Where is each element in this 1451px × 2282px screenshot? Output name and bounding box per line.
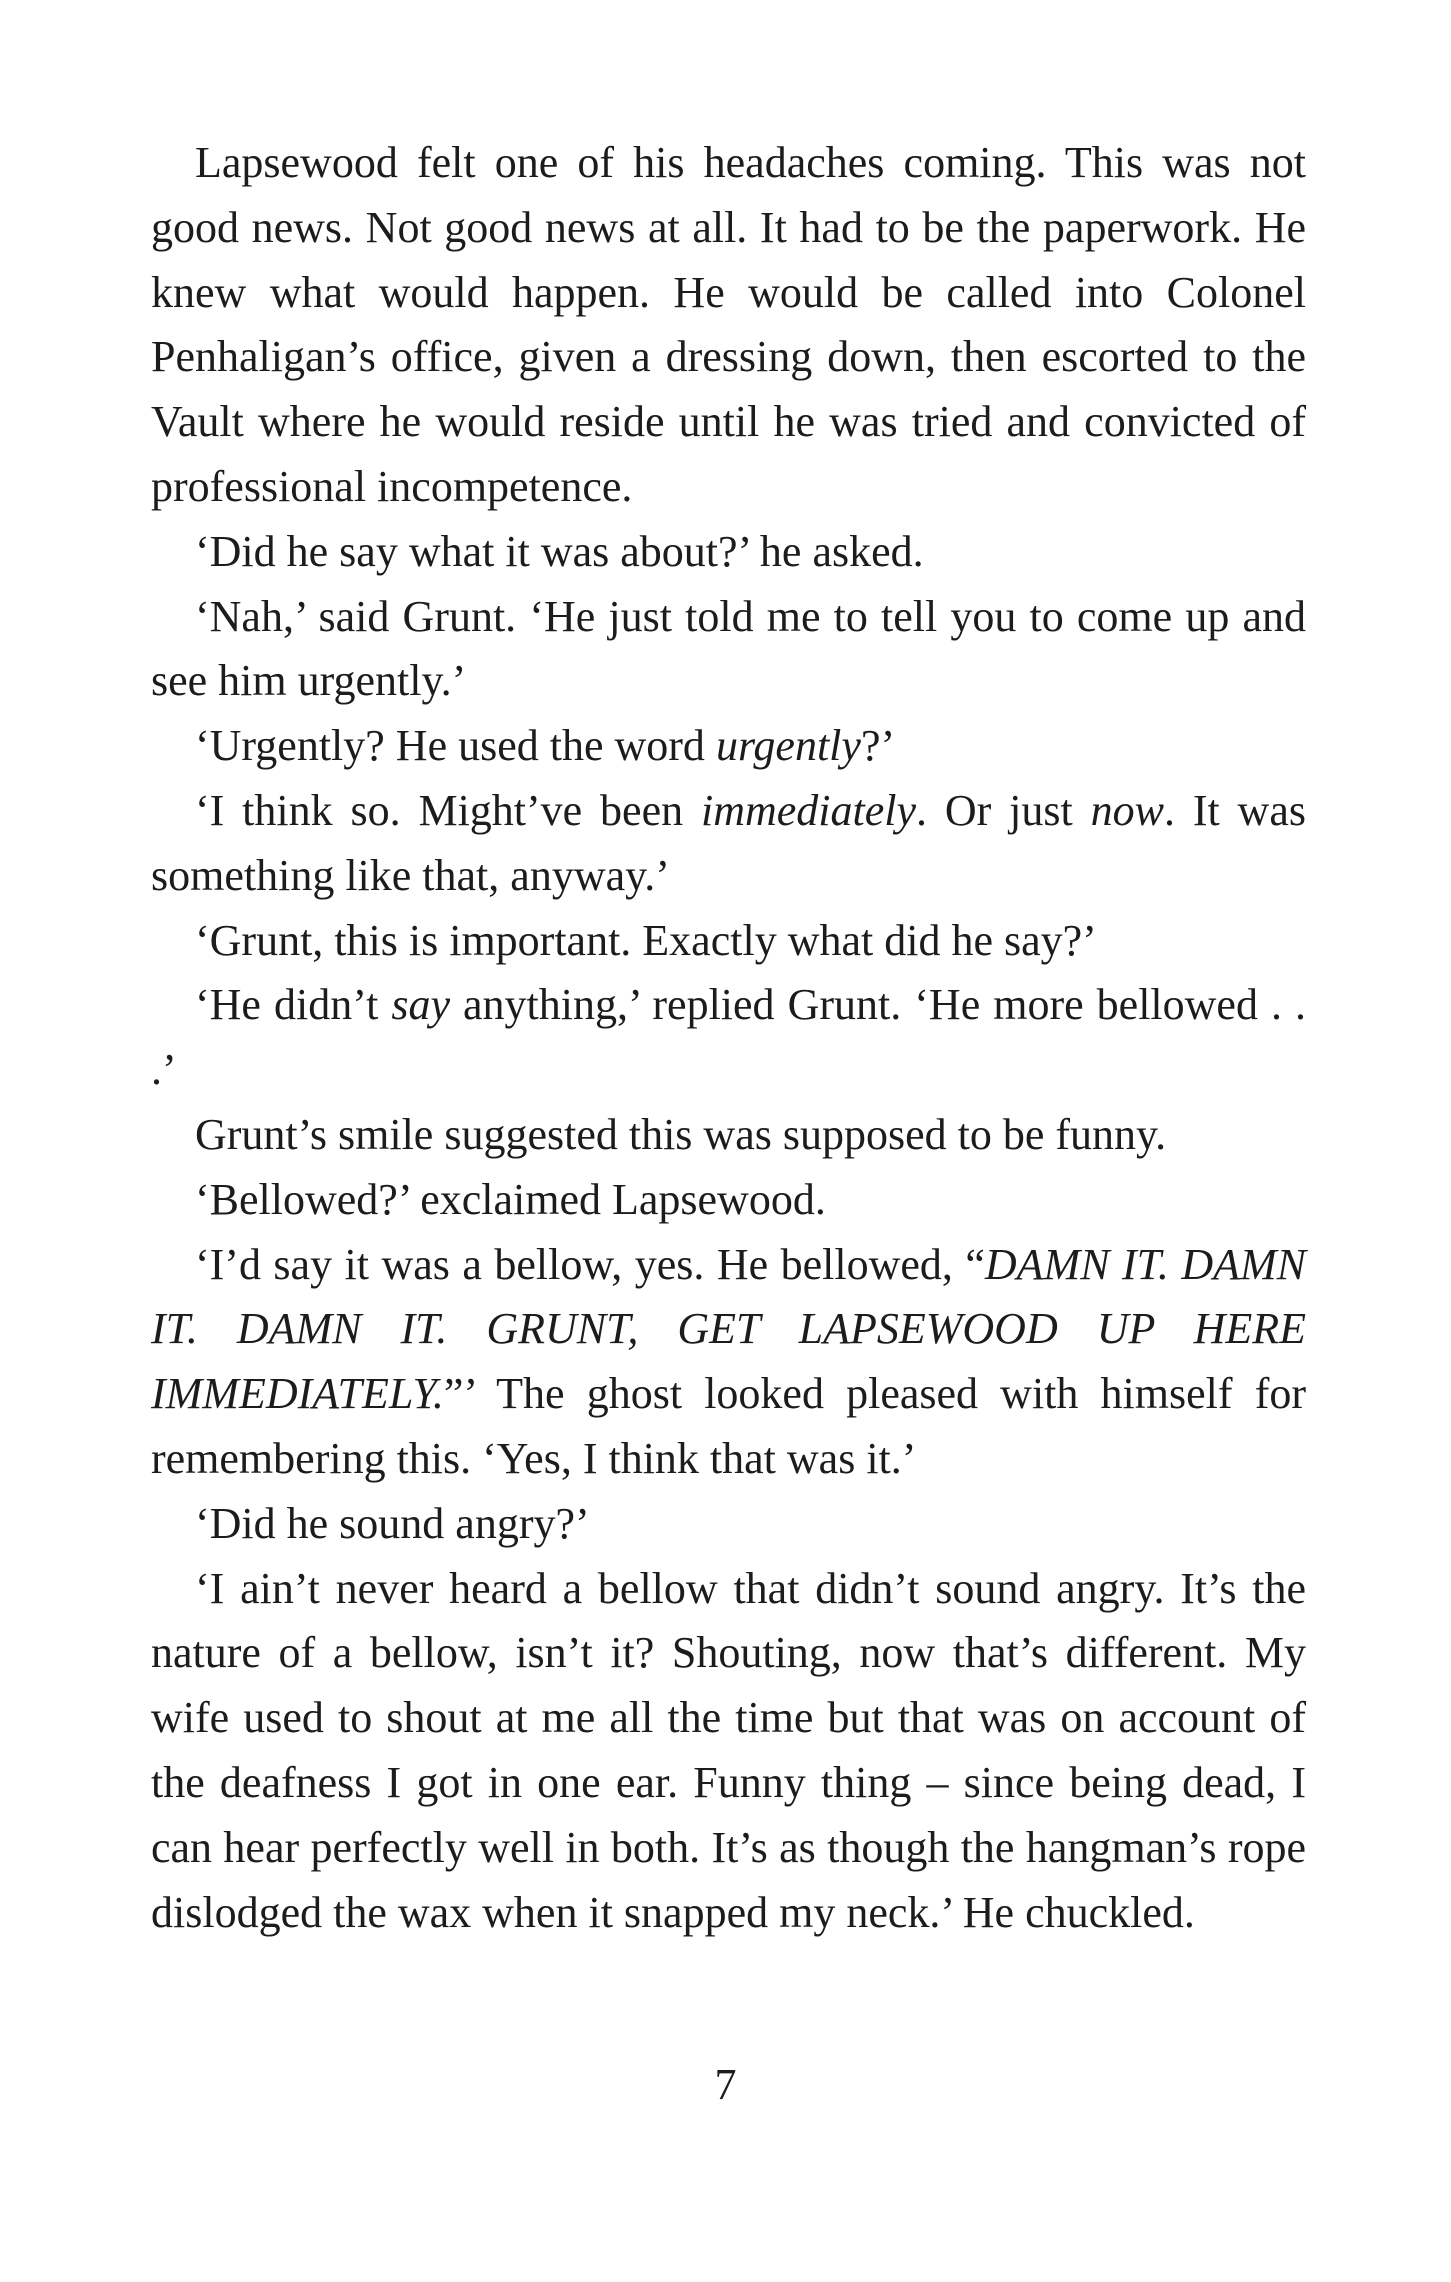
paragraph [151,585,1306,715]
text-run: Grunt’s smile suggested this was supposed to be funny. [195,1109,1167,1159]
body-text [151,131,1306,1945]
paragraph [151,1233,1306,1492]
paragraph [151,520,1306,585]
text-run: ”’ The ghost looked pleased with himself for remembering this. ‘Yes, I think that was it.’ [151,1369,1306,1483]
text-run: ?’ [860,721,896,771]
text-run: ‘I’d say it was a bellow, yes. He bellowed, “ [195,1239,985,1289]
text-run: ‘Grunt, this is important. Exactly what did he say?’ [195,915,1097,965]
paragraph [151,779,1306,909]
paragraph [151,1168,1306,1233]
italic-text-run: say [391,980,450,1030]
paragraph [151,131,1306,520]
italic-text-run: now [1090,785,1164,835]
text-run: ‘I think so. Might’ve been [195,785,701,835]
text-run: ‘I ain’t never heard a bellow that didn’t sound angry. It’s the nature of a bellow, isn’t it? Shouting, now that’s different. My wife used to shout at me all the time but that was on account of the deafness I got in one ear. Funny thing – since being dead, I can hear perfectly well in both. It’s as though the hangman’s rope dislodged the wax when it snapped my neck.’ He chuckled. [151,1563,1306,1937]
page-number: 7 [714,2060,737,2109]
paragraph [151,973,1306,1103]
paragraph [151,1103,1306,1168]
text-run: ‘Bellowed?’ exclaimed Lapsewood. [195,1174,826,1224]
paragraph [151,1492,1306,1557]
paragraph [151,714,1306,779]
text-run: anything,’ replied Grunt. ‘He more bellowed . . .’ [151,980,1307,1095]
text-run: ‘Did he sound angry?’ [195,1498,590,1548]
text-run: . Or just [916,785,1091,835]
text-run: ‘Urgently? He used the word [195,721,716,771]
paragraph [151,1557,1306,1946]
text-run: ‘He didn’t [195,980,392,1030]
italic-text-run: urgently [715,721,861,771]
text-run: ‘Did he say what it was about?’ he asked. [195,526,924,576]
italic-text-run: immediately [700,785,917,835]
text-run: Lapsewood felt one of his headaches coming. This was not good news. Not good news at all. It had to be the paperwork. He knew what would happen. He would be called into Colonel Penhaligan’s office, given a dressing down, then escorted to the Vault where he would reside until he was tried and convicted of professional incompetence. [151,138,1306,511]
paragraph [151,909,1306,974]
text-run: ‘Nah,’ said Grunt. ‘He just told me to tell you to come up and see him urgently.’ [151,591,1306,706]
italic-text-run: DAMN IT. DAMN IT. DAMN IT. GRUNT, GET LAPSEWOOD UP HERE IMMEDIATELY. [151,1239,1306,1419]
text-run: . It was something like that, anyway.’ [151,785,1306,900]
